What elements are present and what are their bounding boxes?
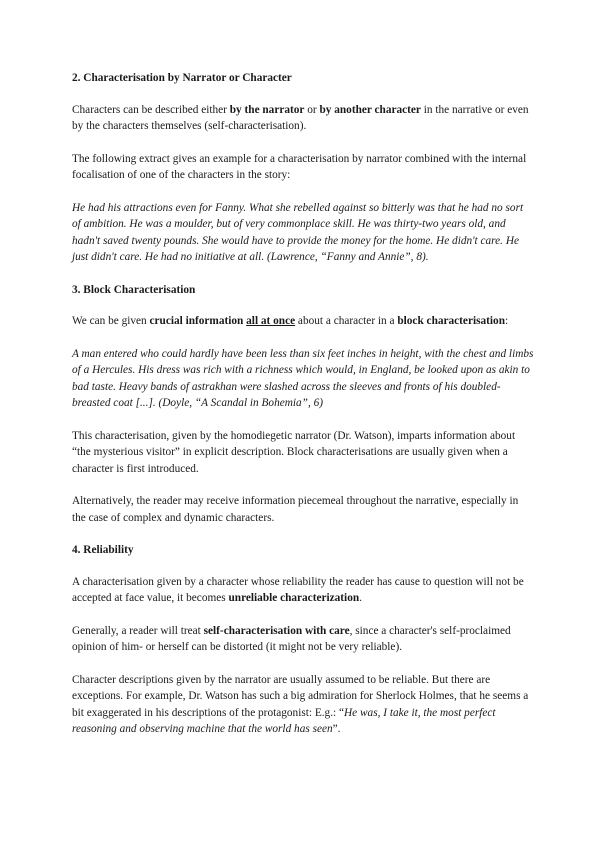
bold-text: by the narrator	[229, 103, 305, 116]
section-4-heading: 4. Reliability	[72, 544, 134, 556]
section-3-paragraph-2: This characterisation, given by the homodiegetic narrator (Dr. Watson), imparts information about “the mysterious visitor” in explicit description. Block characterisations are usually given when a character is first introduced.	[72, 429, 516, 475]
underlined-text: all at once	[246, 315, 296, 327]
text: Character descriptions given by the narrator are usually assumed to be reliable. But there are exceptions. For example, Dr. Watson has such a big admiration for Sherlock Holmes, that he seems a bit exaggerated in his descriptions of the protagonist: E.g.: “	[72, 673, 529, 719]
italic-quote: He was, I take it, the most perfect reasoning and observing machine that the world has seen	[72, 706, 496, 735]
section-3-heading: 3. Block Characterisation	[72, 283, 196, 296]
text: ”.	[332, 723, 341, 735]
text: about a character in a	[295, 315, 398, 327]
bold-text: self-characterisation with care	[203, 624, 350, 637]
text: Generally, a reader will treat	[72, 624, 204, 637]
bold-text: crucial information	[149, 315, 244, 327]
text: .	[359, 592, 362, 604]
text: A characterisation given by a character whose reliability the reader has cause to question will not be accepted at face value, it becomes	[72, 575, 524, 604]
section-3-paragraph-1	[72, 313, 534, 330]
section-4-paragraph-1	[72, 574, 534, 607]
text: We can be given	[72, 315, 150, 327]
section-2-heading: 2. Characterisation by Narrator or Character	[72, 72, 292, 84]
section-2-paragraph-2: The following extract gives an example for a characterisation by narrator combined with the internal focalisation of one of the characters in the story:	[72, 152, 527, 181]
text: in the narrative or even by the characters themselves (self-characterisation).	[72, 103, 529, 132]
bold-underlined-text	[246, 315, 295, 327]
section-3-paragraph-3: Alternatively, the reader may receive information piecemeal throughout the narrative, especially in the case of complex and dynamic characters.	[72, 495, 519, 524]
text: or	[304, 103, 320, 116]
bold-text: by another character	[319, 103, 421, 116]
text: :	[504, 315, 509, 327]
section-2-quote: He had his attractions even for Fanny. What she rebelled against so bitterly was that he had no sort of ambition. He was a moulder, but of very commonplace skill. He was thirty-two years old, and hadn't saved twenty pounds. She would have to provide the money for the home. He didn't care. He just didn't care. He had no initiative at all. (Lawrence, “Fanny and Annie”, 8).	[72, 201, 524, 263]
section-3-quote: A man entered who could hardly have been less than six feet inches in height, with the chest and limbs of a Hercules. His dress was rich with a richness which would, in England, be looked upon as akin to bad taste. Heavy bands of astrakhan were slashed across the sleeves and fronts of his doubled-breasted coat [...]. (Doyle, “A Scandal in Bohemia”, 6)	[72, 347, 534, 409]
section-2-paragraph-1	[72, 102, 534, 135]
bold-text: unreliable characterization	[228, 592, 360, 604]
document-page	[72, 70, 534, 754]
section-4-paragraph-2	[72, 623, 534, 656]
text: Characters can be described either	[72, 103, 230, 116]
bold-text: block characterisation	[397, 315, 505, 327]
section-4-paragraph-3	[72, 672, 534, 738]
text: , since a character's self-proclaimed opinion of him- or herself can be distorted (it might not be very reliable).	[72, 624, 511, 653]
